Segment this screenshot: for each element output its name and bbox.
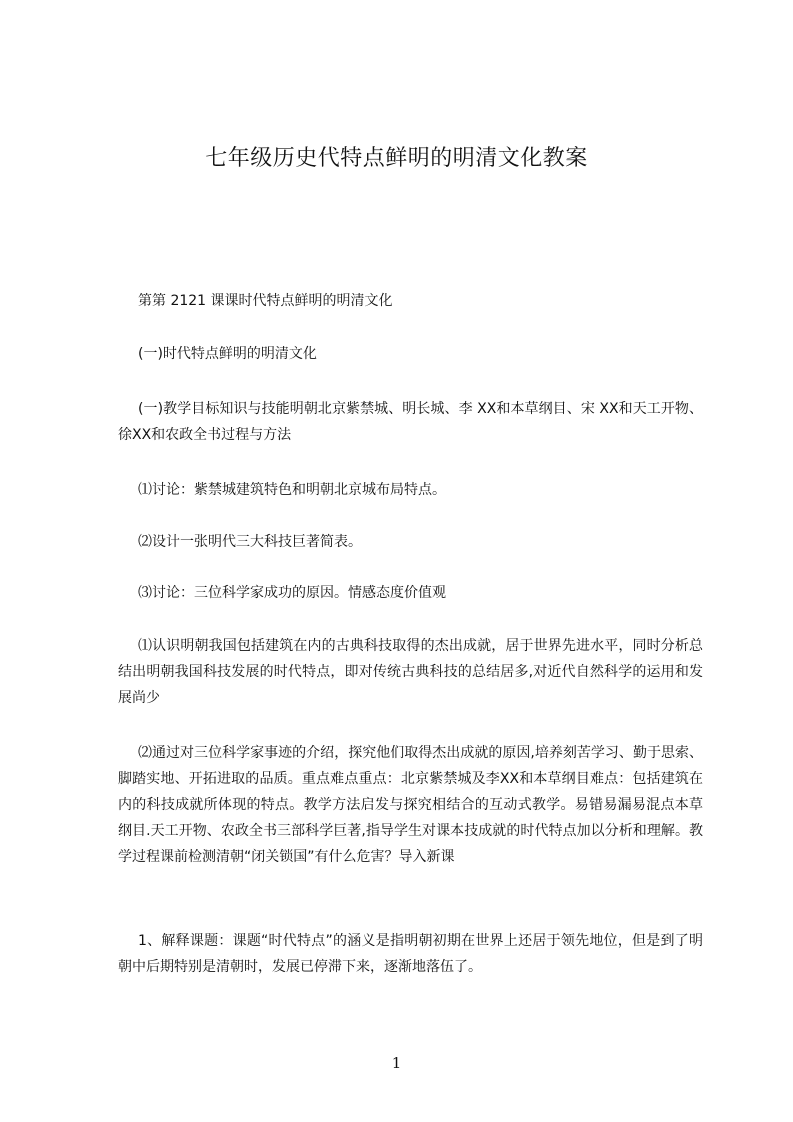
document-title: 七年级历史代特点鲜明的明清文化教案 [205, 146, 588, 171]
paragraph-values-1: ⑴认识明朝我国包括建筑在内的古典科技取得的杰出成就，居于世界先进水平，同时分析总结出明朝我国科技发展的时代特点，即对传统古典科技的总结居多,对近代自然科学的运用和发展尚少 [118, 638, 703, 706]
paragraph-lesson-heading: 第第 2121 课课时代特点鲜明的明清文化 [138, 293, 393, 309]
paragraph-teaching-goals: (一)教学目标知识与技能明朝北京紫禁城、明长城、李 XX和本草纲目、宋 XX和天工开物、徐XX和农政全书过程与方法 [118, 401, 703, 443]
paragraph-explain-topic: 1、解释课题：课题“时代特点”的涵义是指明朝初期在世界上还居于领先地位，但是到了明朝中后期特别是清朝时，发展已停滞下来，逐渐地落伍了。 [118, 933, 703, 975]
paragraph-section-heading: (一)时代特点鲜明的明清文化 [138, 346, 317, 362]
paragraph-design-table: ⑵设计一张明代三大科技巨著简表。 [138, 534, 362, 550]
paragraph-discussion-1: ⑴讨论：紫禁城建筑特色和明朝北京城布局特点。 [138, 482, 446, 498]
page-number: 1 [391, 1054, 402, 1072]
paragraph-discussion-3: ⑶讨论：三位科学家成功的原因。情感态度价值观 [138, 585, 446, 601]
paragraph-values-2: ⑵通过对三位科学家事迹的介绍，探究他们取得杰出成就的原因,培养刻苦学习、勤于思索、脚踏实地、开拓进取的品质。重点难点重点：北京紫禁城及李XX和本草纲目难点：包括建筑在内的科技成就所体现的特点。教学方法启发与探究相结合的互动式教学。易错易漏易混点本草纲目.天工开物、农政全书三部科学巨著,指导学生对课本技成就的时代特点加以分析和理解。教学过程课前检测清朝“闭关锁国”有什么危害？导入新课 [118, 745, 703, 865]
